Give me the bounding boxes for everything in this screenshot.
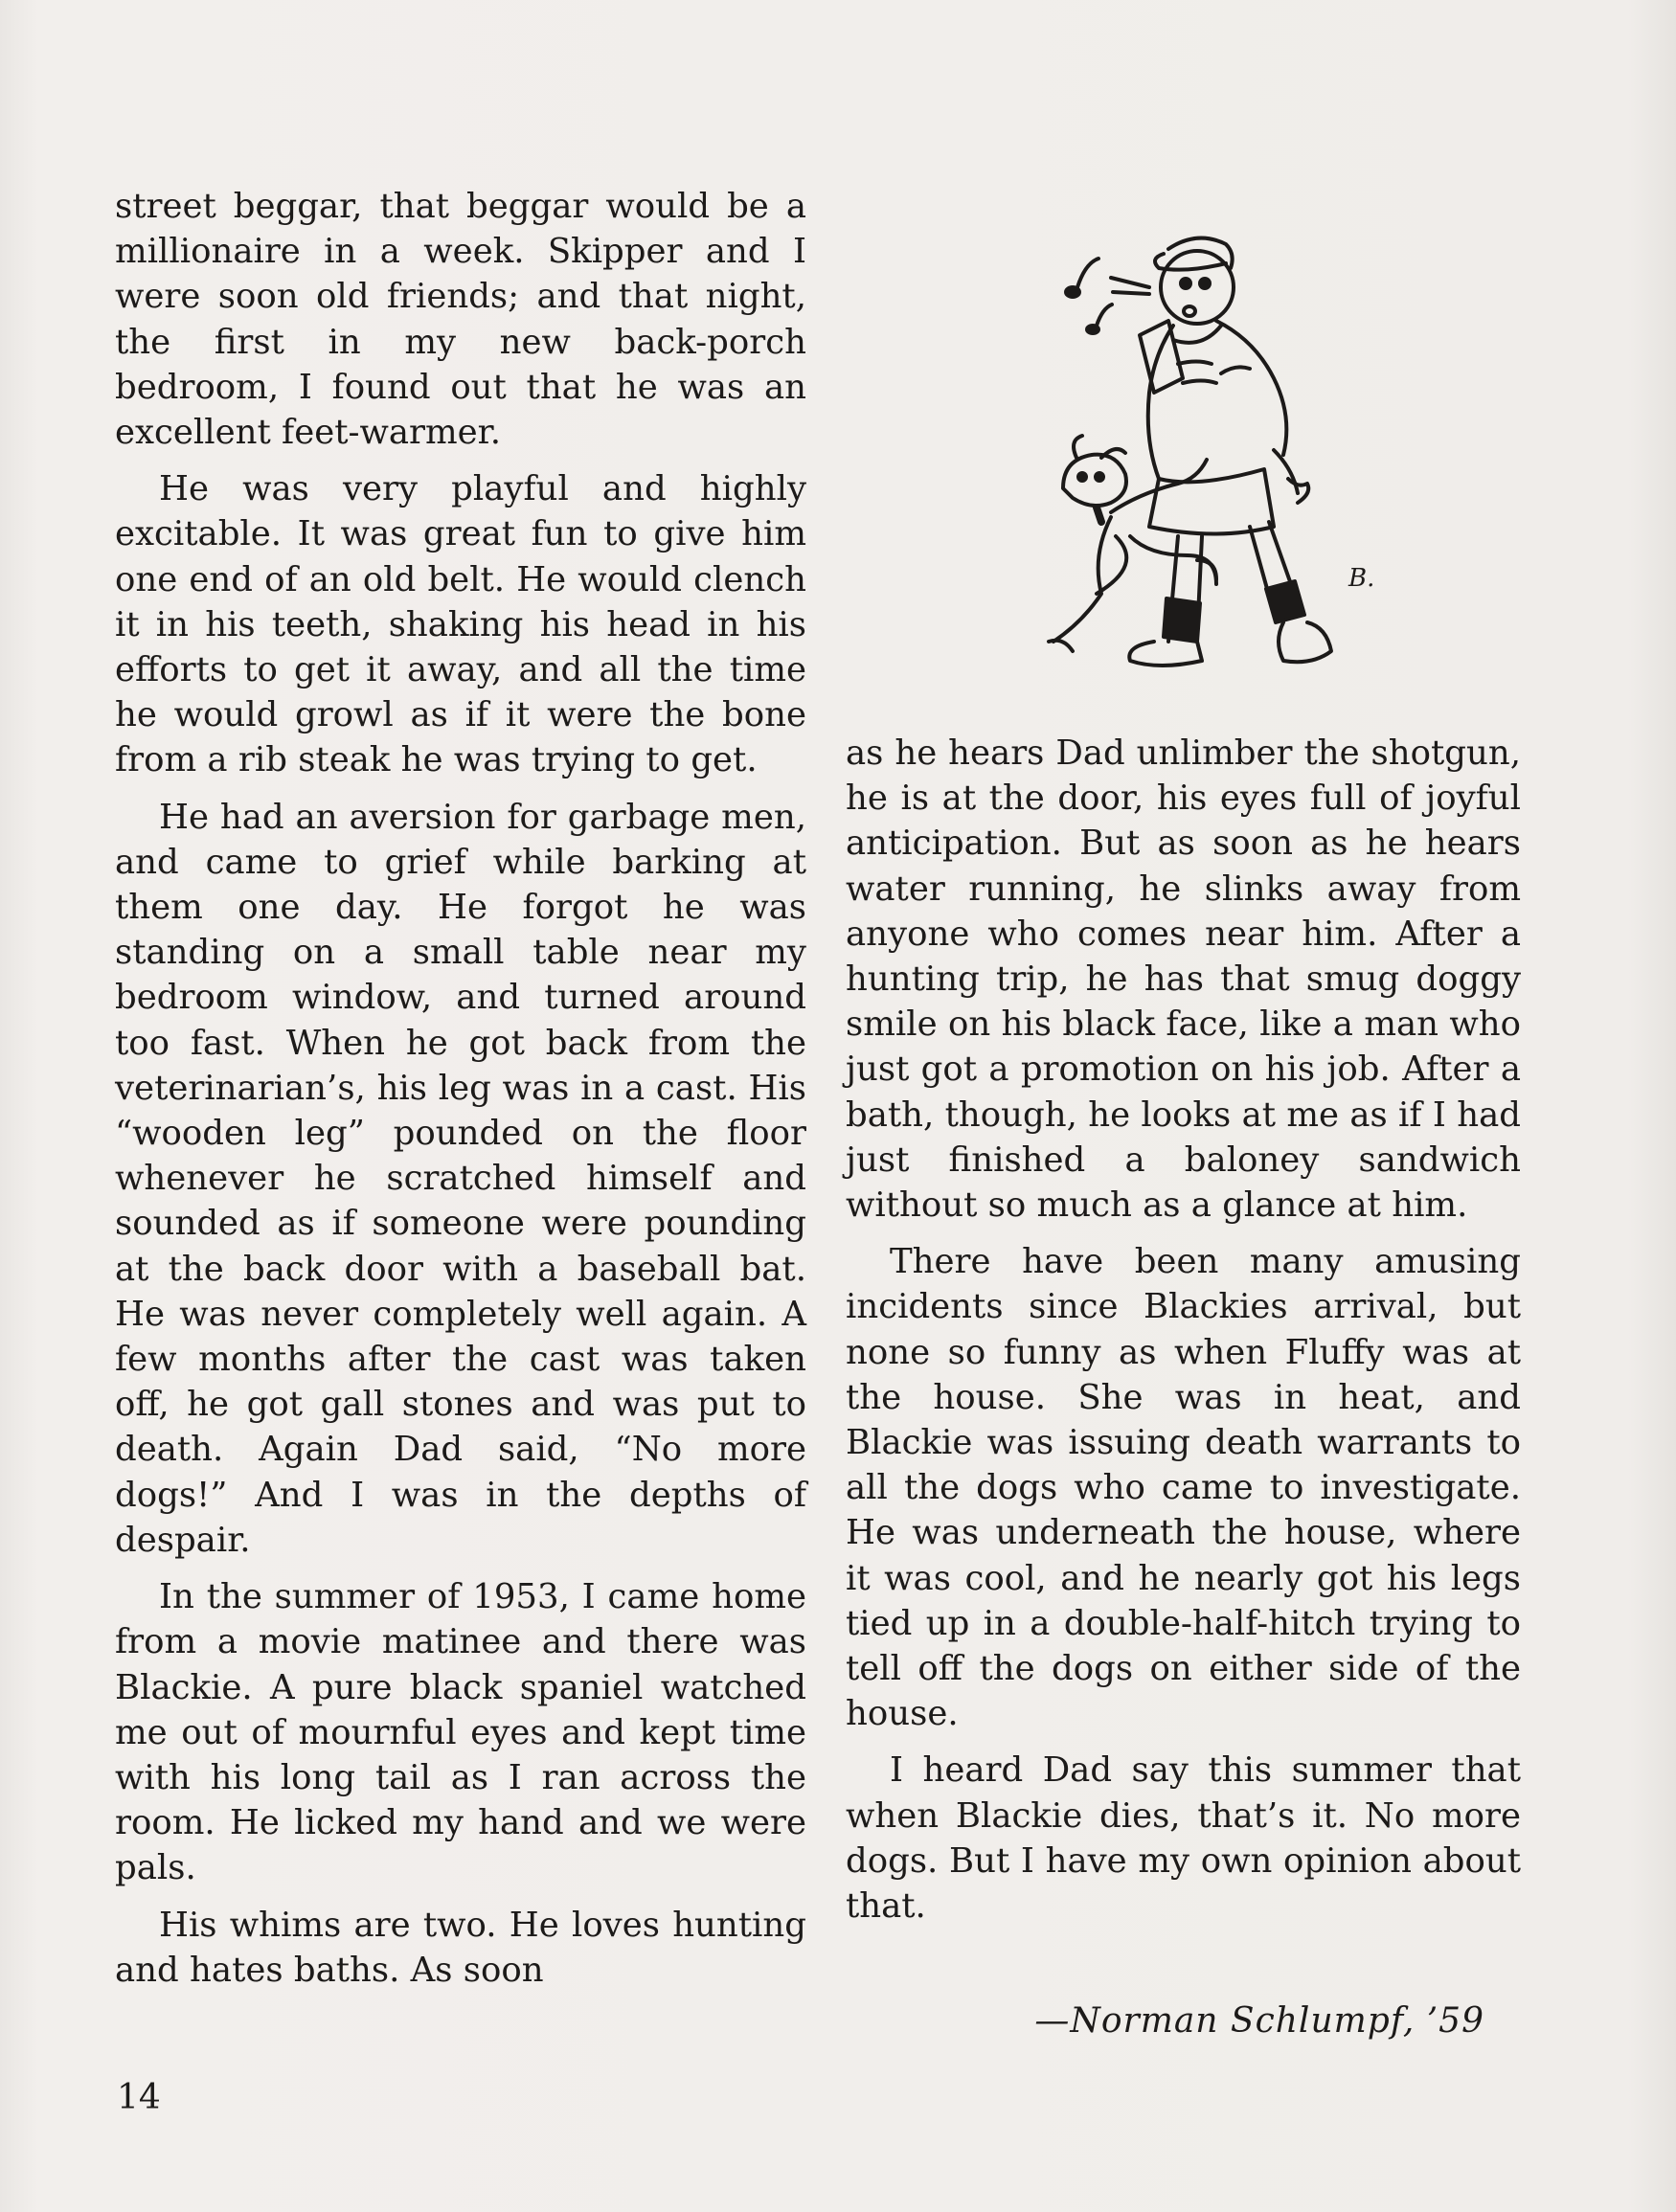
paragraph: In the summer of 1953, I came home from a movie matinee and there was Blackie. A pure black spaniel watched me out of mournful eyes and kept time with his long tail as I ran across the room. He licked my hand and we were pals. [115,1577,806,1888]
boy-and-dog-illustration [1044,220,1389,680]
page-number: 14 [117,2078,161,2117]
paragraph: I heard Dad say this summer that when Blackie dies, that’s it. No more dogs. But I have my own opinion about that. [846,1750,1521,1927]
music-note-icon [1077,259,1098,287]
paragraph: His whims are two. He loves hunting and hates baths. As soon [115,1905,806,1990]
paragraph: street beggar, that beggar would be a millionaire in a week. Skipper and I were soon old friends; and that night, the first in my new back-porch bedroom, I found out that he was an excellent feet-warmer. [115,187,806,453]
artist-mark: B. [1348,564,1375,593]
paragraph: as he hears Dad unlimber the shotgun, he is at the door, his eyes full of joyful anticipation. But as soon as he hears water running, he slinks away from anyone who comes near him. After a hunting trip, he has that smug doggy smile on his black face, like a man who just got a promotion on his job. After a bath, though, he looks at me as if I had just finished a baloney sandwich without so much as a glance at him. [846,734,1521,1226]
right-column [846,731,1521,1929]
paragraph: He had an aversion for garbage men, and came to grief while barking at them one day. He forgot he was standing on a small table near my bedroom window, and turned around too fast. When he got back from the veterinarian’s, his leg was in a cast. His “wooden leg” pounded on the floor whenever he scratched himself and sounded as if someone were pounding at the back door with a baseball bat. He was never completely well again. A few months after the cast was taken off, he got gall stones and was put to death. Again Dad said, “No more dogs!” And I was in the depths of despair. [115,797,806,1560]
paragraph: He was very playful and highly excitable. It was great fun to give him one end of an old belt. He would clench it in his teeth, shaking his head in his efforts to get it away, and all the time he would growl as if it were the bone from a rib steak he was trying to get. [115,469,806,780]
left-column [115,184,806,1993]
paragraph: There have been many amusing incidents since Blackies arrival, but none so funny as when Fluffy was at the house. She was in heat, and Blackie was issuing death warrants to all the dogs who came to investigate. He was underneath the house, where it was cool, and he nearly got his legs tied up in a double-half-hitch trying to tell off the dogs on either side of the house. [846,1242,1521,1734]
author-signature: —Norman Schlumpf, ’59 [1034,2001,1484,2041]
